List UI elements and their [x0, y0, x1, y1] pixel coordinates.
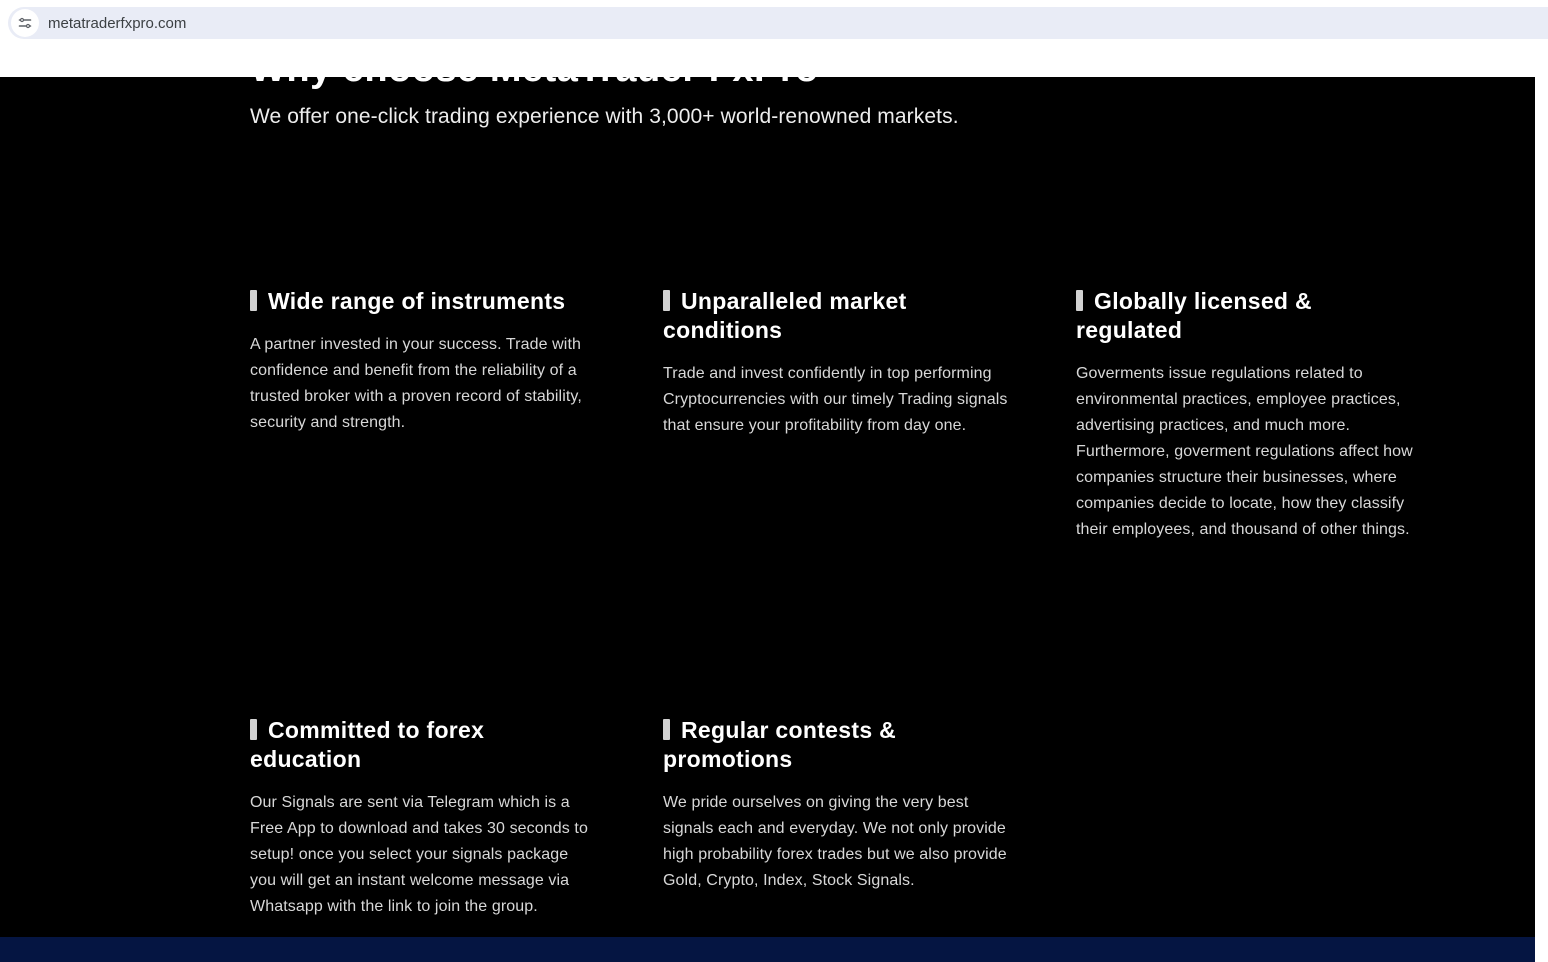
- feature-title: [663, 287, 1008, 345]
- feature-card-contests: [663, 716, 1008, 920]
- feature-body: A partner invested in your success. Trade with confidence and benefit from the reliability of a trusted broker with a proven record of stability, security and strength.: [250, 336, 582, 431]
- title-accent-bar-icon: [663, 719, 670, 740]
- feature-title-text: Unparalleled market conditions: [663, 288, 907, 343]
- tune-icon: [17, 15, 33, 31]
- url-text[interactable]: metatraderfxpro.com: [48, 14, 187, 32]
- feature-title-text: Regular contests & promotions: [663, 717, 897, 772]
- features-grid: [250, 287, 1421, 920]
- feature-body: Trade and invest confidently in top performing Cryptocurrencies with our timely Trading signals that ensure your profitability from day one.: [663, 365, 1008, 434]
- site-settings-button[interactable]: [11, 9, 39, 37]
- feature-card-education: [250, 716, 595, 920]
- feature-title: [250, 287, 595, 316]
- page-subtitle: We offer one-click trading experience with 3,000+ world-renowned markets.: [250, 105, 959, 128]
- feature-card-market-conditions: [663, 287, 1008, 543]
- feature-title-text: Committed to forex education: [250, 717, 485, 772]
- feature-card-licensed: [1076, 287, 1421, 543]
- title-accent-bar-icon: [1076, 290, 1083, 311]
- feature-body: Goverments issue regulations related to environmental practices, employee practices, advertising practices, and much more. Furthermore, goverment regulations affect how companies structure their businesses, where companies decide to locate, how they classify their employees, and thousand of other things.: [1076, 365, 1413, 538]
- address-bar[interactable]: [8, 7, 1548, 39]
- page-title: Why choose MetaTrader FxPro: [250, 48, 819, 90]
- feature-card-instruments: [250, 287, 595, 543]
- feature-title: [1076, 287, 1421, 345]
- page-content: [0, 48, 1535, 937]
- feature-title-text: Wide range of instruments: [268, 288, 566, 314]
- feature-title-text: Globally licensed & regulated: [1076, 288, 1312, 343]
- title-accent-bar-icon: [663, 290, 670, 311]
- feature-body: We pride ourselves on giving the very best signals each and everyday. We not only provide high probability forex trades but we also provide Gold, Crypto, Index, Stock Signals.: [663, 794, 1007, 889]
- title-accent-bar-icon: [250, 290, 257, 311]
- feature-body: Our Signals are sent via Telegram which is a Free App to download and takes 30 seconds to setup! once you select your signals package you will get an instant welcome message via Whatsapp with the link to join the group.: [250, 794, 588, 915]
- footer-strip: [0, 937, 1535, 962]
- title-accent-bar-icon: [250, 719, 257, 740]
- feature-title: [663, 716, 1008, 774]
- feature-title: [250, 716, 595, 774]
